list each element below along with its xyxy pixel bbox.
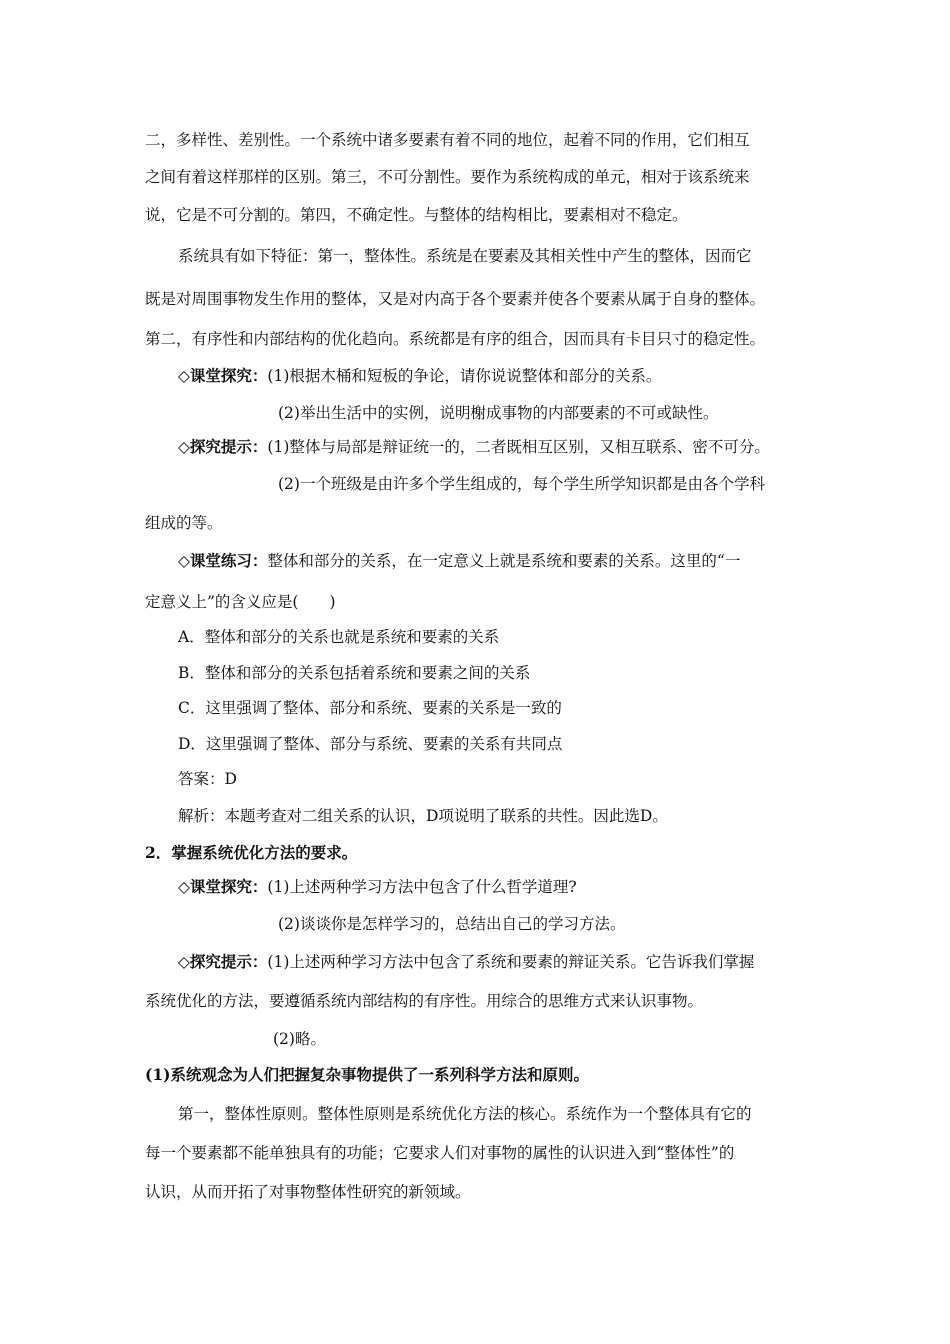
explore-row [178,366,661,386]
hint-item-continued: 组成的等。 [145,514,223,532]
option-d: D．这里强调了整体、部分与系统、要素的关系有共同点 [178,735,563,753]
hint-row [178,437,770,457]
explore-item: (2)举出生活中的实例，说明榭成事物的内部要素的不可或缺性。 [278,404,719,422]
hint-label: ◇探究提示： [178,437,268,456]
hint-item: (1)上述两种学习方法中包含了系统和要素的辩证关系。它告诉我们掌握 [267,953,755,971]
hint-item-continued: 系统优化的方法，要遵循系统内部结构的有序性。用综合的思维方式来认识事物。 [145,992,704,1010]
text-line: 既是对周围事物发生作用的整体，又是对内高于各个要素并使各个要素从属于自身的整体。 [145,290,766,308]
hint-item: (2)略。 [273,1030,326,1048]
practice-question: 整体和部分的关系，在一定意义上就是系统和要素的关系。这里的“一 [267,552,741,570]
explore-label: ◇课堂探究： [178,877,268,896]
option-b: B．整体和部分的关系包括着系统和要素之间的关系 [178,664,531,682]
option-a: A．整体和部分的关系也就是系统和要素的关系 [178,628,500,646]
text-line: 第一，整体性原则。整体性原则是系统优化方法的核心。系统作为一个整体具有它的 [178,1105,752,1123]
explore-label: ◇课堂探究： [178,366,268,385]
hint-item: (2)一个班级是由许多个学生组成的，每个学生所学知识都是由各个学科 [278,475,765,493]
practice-question-continued: 定意义上”的含义应是( ) [145,593,336,611]
explore-row [178,877,577,897]
practice-row [178,551,740,571]
hint-row [178,952,754,972]
text-line: 系统具有如下特征：第一，整体性。系统是在要素及其相关性中产生的整体，因而它 [178,247,752,265]
hint-label: ◇探究提示： [178,952,268,971]
answer: 答案：D [178,770,237,788]
hint-item: (1)整体与局部是辩证统一的，二者既相互区别，又相互联系、密不可分。 [267,438,770,456]
text-line: 认识，从而开拓了对事物整体性研究的新领域。 [145,1183,471,1201]
option-c: C．这里强调了整体、部分和系统、要素的关系是一致的 [178,699,562,717]
explore-item: (1)根据木桶和短板的争论，请你说说整体和部分的关系。 [267,367,662,385]
text-line: 之间有着这样那样的区别。第三，不可分割性。要作为系统构成的单元，相对于该系统来 [145,168,750,186]
text-line: 第二，有序性和内部结构的优化趋向。系统都是有序的组合，因而具有卡目只寸的稳定性。 [145,330,766,348]
text-line: 说，它是不可分割的。第四，不确定性。与整体的结构相比，要素相对不稳定。 [145,206,688,224]
explore-item: (2)谈谈你是怎样学习的，总结出自己的学习方法。 [278,915,626,933]
text-line: 每一个要素都不能单独具有的功能；它要求人们对事物的属性的认识进入到“整体性”的 [145,1144,735,1162]
section-heading: 2．掌握系统优化方法的要求。 [145,843,358,862]
text-line: 二，多样性、差别性。一个系统中诸多要素有着不同的地位，起着不同的作用，它们相互 [145,131,750,149]
explore-item: (1)上述两种学习方法中包含了什么哲学道理? [267,878,577,896]
practice-label: ◇课堂练习： [178,551,268,570]
analysis: 解析：本题考查对二组关系的认识，D项说明了联系的共性。因此选D。 [178,807,668,825]
sub-heading: (1)系统观念为人们把握复杂事物提供了一系列科学方法和原则。 [145,1065,589,1084]
